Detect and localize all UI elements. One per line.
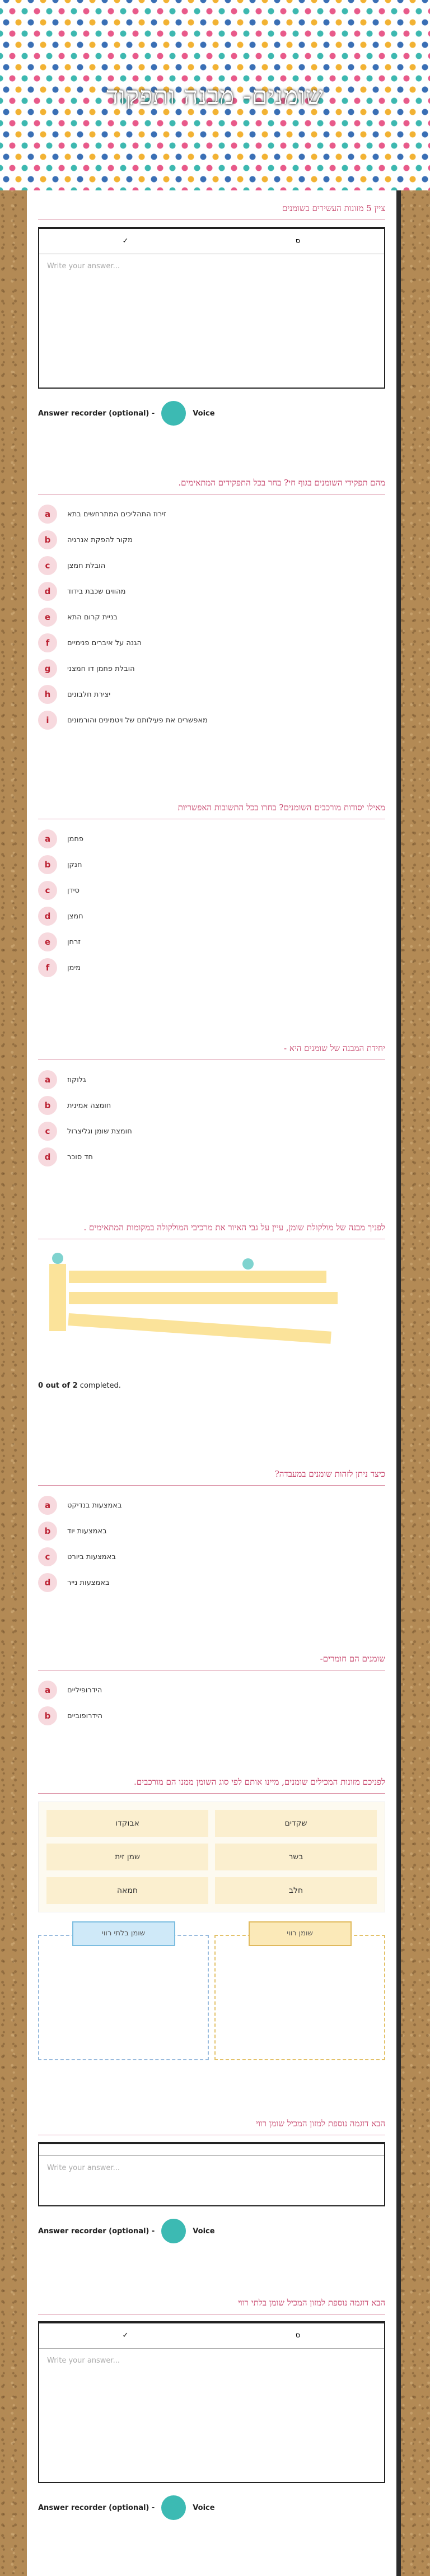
draggable-item[interactable]: אבוקדו — [46, 1810, 208, 1837]
question-prompt: ציין 5 מזונות העשירים בשומנים — [38, 202, 385, 220]
answer-recorder — [38, 401, 385, 426]
option-label: חנקן — [67, 860, 82, 869]
option-label: גלוקוז — [67, 1075, 86, 1084]
option-label: הובלת פחמן דו חמצני — [67, 664, 135, 673]
voice-label: Voice — [193, 2227, 215, 2236]
question-prompt: כיצד ניתן לזהות שומנים במעבדה? — [38, 1467, 385, 1486]
drop-target-1[interactable] — [52, 1253, 63, 1264]
answer-toolbar — [39, 2144, 384, 2156]
option-label: הידרופוביים — [67, 1711, 102, 1720]
option-letter: a — [38, 1070, 57, 1089]
question-prompt: יחידת המבנה של שומנים היא - — [38, 1042, 385, 1060]
option-label: מימן — [67, 963, 81, 972]
question-3 — [38, 801, 385, 981]
option-item[interactable] — [38, 501, 385, 527]
answer-table — [38, 2142, 385, 2206]
draggable-item[interactable]: חמאה — [46, 1877, 208, 1904]
question-prompt: מהם תפקידי השומנים בגוף חי? בחר בכל התפקידים המתאימים. — [38, 476, 385, 494]
option-letter: b — [38, 530, 57, 549]
answer-table — [38, 2321, 385, 2483]
page-title: שומנים- מבנה ותפקוד — [106, 82, 324, 110]
option-item[interactable] — [38, 1544, 385, 1570]
options-list — [38, 1677, 385, 1729]
fat-molecule-svg — [38, 1247, 385, 1370]
options-list — [38, 501, 385, 733]
fatty-acid-chain-1 — [69, 1271, 326, 1283]
question-4 — [38, 1042, 385, 1170]
glycerol-backbone — [49, 1264, 66, 1331]
option-label: חומצת שומן וגליצרול — [67, 1127, 132, 1136]
option-letter: f — [38, 958, 57, 977]
options-list — [38, 1067, 385, 1170]
option-letter: d — [38, 1573, 57, 1592]
fatty-acid-chain-3 — [68, 1313, 331, 1344]
option-item[interactable] — [38, 553, 385, 578]
question-10 — [38, 2296, 385, 2520]
options-list — [38, 826, 385, 981]
option-label: באמצעות יוד — [67, 1527, 107, 1536]
option-letter: e — [38, 932, 57, 951]
completed-count: 0 out of 2 — [38, 1382, 78, 1390]
recorder-label: Answer recorder (optional) - — [38, 2503, 155, 2512]
option-item[interactable] — [38, 527, 385, 553]
bin-saturated[interactable] — [214, 1929, 385, 2060]
question-prompt: מאילו יסודות מורכבים השומנים? בחרו בכל התשובות האפשריות — [38, 801, 385, 819]
option-letter: b — [38, 1096, 57, 1115]
option-letter: b — [38, 1706, 57, 1725]
option-label: באמצעות נייר — [67, 1578, 110, 1587]
option-item[interactable] — [38, 682, 385, 707]
option-item[interactable] — [38, 1093, 385, 1118]
option-letter: c — [38, 556, 57, 575]
question-prompt: לפניכם מזונות המכילים שומנים, מיינו אותם לפי סוג השומן ממנו הם מורכבים. — [38, 1775, 385, 1794]
recorder-label: Answer recorder (optional) - — [38, 409, 155, 418]
molecule-diagram — [38, 1247, 385, 1370]
draggable-item[interactable]: בשר — [215, 1844, 377, 1870]
question-prompt: הבא דוגמה נוספת למזון המכיל שומן רווי — [38, 2117, 385, 2135]
record-button[interactable] — [161, 2495, 186, 2520]
question-9 — [38, 2117, 385, 2243]
option-item[interactable] — [38, 852, 385, 878]
option-letter: c — [38, 1547, 57, 1566]
check-icon[interactable]: ✓ — [122, 237, 129, 245]
sort-items-grid — [38, 1802, 385, 1912]
option-item[interactable] — [38, 656, 385, 682]
option-label: סידן — [67, 886, 80, 895]
option-letter: b — [38, 1522, 57, 1541]
option-letter: e — [38, 608, 57, 627]
option-letter: a — [38, 829, 57, 848]
option-item[interactable] — [38, 1570, 385, 1595]
question-prompt: הבא דוגמה נוספת למזון המכיל שומן בלתי רווי — [38, 2296, 385, 2314]
option-label: הובלת חמצן — [67, 561, 106, 570]
bin-label: שומן בלתי רווי — [72, 1921, 175, 1946]
bin-label: שומן רווי — [249, 1921, 352, 1946]
option-item[interactable] — [38, 1144, 385, 1170]
option-item[interactable] — [38, 630, 385, 656]
check-icon[interactable]: ✓ — [122, 2331, 129, 2340]
option-label: בניית קרום התא — [67, 613, 118, 622]
option-label: זירוז התהליכים המתרחשים בתא — [67, 510, 166, 519]
option-item[interactable] — [38, 1677, 385, 1703]
option-label: זרחן — [67, 937, 81, 946]
recorder-label: Answer recorder (optional) - — [38, 2227, 155, 2236]
options-list — [38, 1492, 385, 1595]
option-letter: f — [38, 633, 57, 652]
option-label: באמצעות בנדיקט — [67, 1501, 122, 1510]
option-item[interactable] — [38, 878, 385, 903]
answer-recorder — [38, 2495, 385, 2520]
option-item[interactable] — [38, 826, 385, 852]
option-letter: b — [38, 855, 57, 874]
option-label: חמצן — [67, 912, 83, 921]
option-label: פחמן — [67, 834, 83, 843]
option-item[interactable] — [38, 707, 385, 733]
option-letter: a — [38, 1496, 57, 1515]
option-letter: a — [38, 505, 57, 524]
question-6 — [38, 1467, 385, 1595]
option-label: מאפשרים את פעילותם של ויטמינים והורמונים — [67, 716, 208, 725]
option-label: הגנה על איברים פנימיים — [67, 638, 142, 647]
option-item[interactable] — [38, 1067, 385, 1093]
option-item[interactable] — [38, 578, 385, 604]
option-letter: i — [38, 711, 57, 730]
draggable-item[interactable]: שקדים — [215, 1810, 377, 1837]
answer-input[interactable]: Write your answer... — [47, 2356, 120, 2365]
question-5 — [38, 1221, 385, 1390]
option-label: יצירת חלבונים — [67, 690, 111, 699]
option-item[interactable] — [38, 1118, 385, 1144]
option-label: מהווים שכבת בידוד — [67, 587, 126, 596]
option-letter: d — [38, 1147, 57, 1166]
draggable-item[interactable]: שמן זית — [46, 1844, 208, 1870]
option-label: הידרופיליים — [67, 1686, 102, 1695]
answer-table — [38, 227, 385, 389]
format-icon[interactable]: ס — [295, 237, 301, 245]
header-banner — [0, 0, 430, 190]
option-item[interactable] — [38, 604, 385, 630]
option-item[interactable] — [38, 1703, 385, 1729]
option-item[interactable] — [38, 929, 385, 955]
question-7 — [38, 1652, 385, 1729]
drop-target-2[interactable] — [242, 1258, 254, 1270]
bin-unsaturated[interactable] — [38, 1929, 209, 2060]
voice-label: Voice — [193, 409, 215, 418]
option-letter: a — [38, 1681, 57, 1700]
option-item[interactable] — [38, 1492, 385, 1518]
option-letter: d — [38, 582, 57, 601]
option-letter: h — [38, 685, 57, 704]
option-item[interactable] — [38, 903, 385, 929]
answer-recorder — [38, 2219, 385, 2243]
option-letter: d — [38, 907, 57, 926]
voice-label: Voice — [193, 2503, 215, 2512]
format-icon[interactable]: ס — [295, 2331, 301, 2340]
option-label: חומצה אמינית — [67, 1101, 111, 1110]
record-button[interactable] — [161, 401, 186, 426]
question-1 — [38, 202, 385, 426]
fatty-acid-chain-2 — [69, 1292, 338, 1304]
completion-counter — [38, 1382, 385, 1390]
option-label: חד סוכר — [67, 1152, 93, 1161]
question-prompt: שומנים הם חומרים- — [38, 1652, 385, 1670]
record-button[interactable] — [161, 2219, 186, 2243]
option-letter: c — [38, 881, 57, 900]
draggable-item[interactable]: חלב — [215, 1877, 377, 1904]
option-letter: g — [38, 659, 57, 678]
sort-bins — [38, 1929, 385, 2060]
question-2 — [38, 476, 385, 733]
option-label: מקור להפקת אנרגיה — [67, 535, 133, 544]
question-prompt: לפניך מבנה של מולקולת שומן, עיין על גבי האיור את מרכיבי המולקולה במקומות המתאימים . — [38, 1221, 385, 1239]
answer-toolbar — [39, 229, 384, 254]
question-8 — [38, 1775, 385, 2060]
option-letter: c — [38, 1122, 57, 1141]
worksheet — [27, 190, 396, 2576]
completed-label: completed. — [80, 1382, 121, 1390]
option-item[interactable] — [38, 955, 385, 981]
answer-toolbar — [39, 2323, 384, 2349]
option-item[interactable] — [38, 1518, 385, 1544]
answer-input[interactable]: Write your answer... — [47, 262, 120, 270]
answer-input[interactable]: Write your answer... — [47, 2164, 120, 2172]
option-label: באמצעות ביורט — [67, 1552, 116, 1561]
